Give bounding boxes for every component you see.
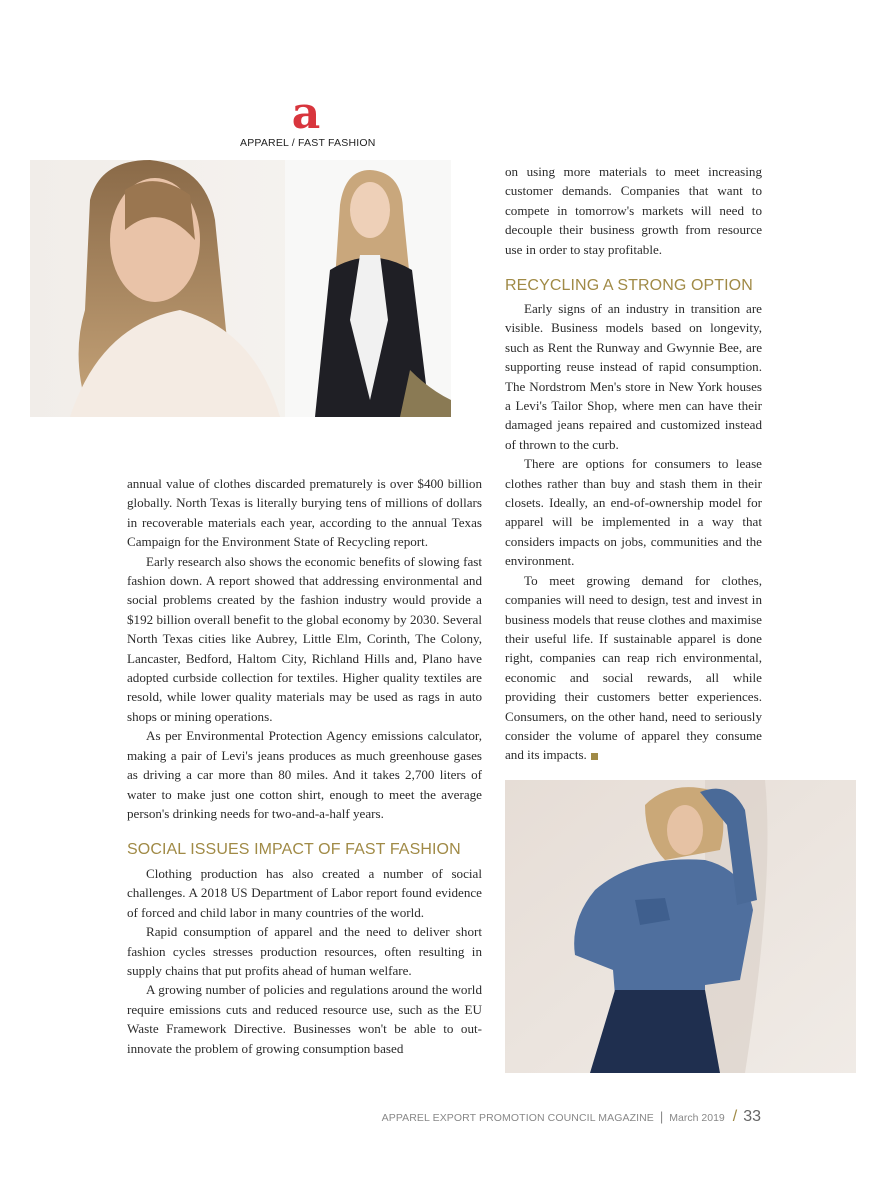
footer-date: March 2019 bbox=[669, 1112, 725, 1124]
page-footer bbox=[382, 1108, 761, 1126]
paragraph: annual value of clothes discarded prematurely is over $400 billion globally. North Texas is literally burying tens of millions of dollars in recoverable materials each year, according to the annual Texas Campaign for the Environment State of Recycling report. bbox=[127, 476, 482, 550]
footer-slash: / bbox=[732, 1108, 738, 1125]
article-end-mark-icon bbox=[591, 753, 598, 760]
paragraph: on using more materials to meet increasing customer demands. Companies that want to compete in tomorrow's markets will need to decouple their business growth from resource use in order to stay profitable. bbox=[505, 164, 762, 257]
magazine-logo: a bbox=[291, 88, 321, 139]
right-article-column bbox=[505, 299, 762, 765]
page-number: 33 bbox=[743, 1108, 761, 1125]
paragraph bbox=[505, 571, 762, 765]
section-heading-social-issues: SOCIAL ISSUES IMPACT OF FAST FASHION bbox=[127, 841, 461, 858]
paragraph: Early signs of an industry in transition are visible. Business models based on longevity, such as Rent the Runway and Gwynnie Bee, are supporting reuse instead of rapid consumption. The Nordstrom Men's store in New York houses a Levi's Tailor Shop, where men can have their damaged jeans repaired and customized instead of thrown to the curb. bbox=[505, 301, 762, 452]
paragraph-text: To meet growing demand for clothes, companies will need to design, test and invest in business models that reuse clothes and maximise their useful life. If sustainable apparel is done right, companies can reap rich environmental, economic and social rewards, all while providing their customers better experiences. Consumers, on the other hand, need to seriously consider the volume of apparel they consume and its impacts. bbox=[505, 572, 762, 763]
models-photo bbox=[30, 160, 451, 417]
left-article-column bbox=[127, 474, 482, 823]
section-label: APPAREL / FAST FASHION bbox=[240, 137, 376, 149]
paragraph: Rapid consumption of apparel and the need to deliver short fashion cycles stresses production resources, often resulting in supply chains that put profits ahead of human welfare. bbox=[127, 924, 482, 979]
denim-model-photo bbox=[505, 780, 856, 1073]
paragraph: A growing number of policies and regulations around the world require emissions cuts and reduced resource use, such as the EU Waste Framework Directive. Businesses won't be able to out-innovate the problem of growing consumption based bbox=[127, 982, 482, 1056]
footer-magazine-name: APPAREL EXPORT PROMOTION COUNCIL MAGAZINE bbox=[381, 1112, 654, 1124]
right-article-continuation bbox=[505, 162, 762, 259]
paragraph: Clothing production has also created a number of social challenges. A 2018 US Department of Labor report found evidence of forced and child labor in many countries of the world. bbox=[127, 866, 482, 920]
paragraph: Early research also shows the economic benefits of slowing fast fashion down. A report showed that addressing environmental and social problems created by the fashion industry would provide a $192 billion overall benefit to the global economy by 2030. Several North Texas cities like Aubrey, Little Elm, Corinth, The Colony, Lancaster, Bedford, Haltom City, Richland Hills and, Plano have adopted curbside collection for textiles. Higher quality textiles are resold, while lower quality materials may be used as rags in auto shops or mining operations. bbox=[127, 553, 482, 724]
paragraph: There are options for consumers to lease clothes rather than buy and stash them in their closets. Ideally, an end-of-ownership model for apparel will be implemented in a way that considers impacts on jobs, communities and the environment. bbox=[505, 456, 762, 569]
section-heading-recycling: RECYCLING A STRONG OPTION bbox=[505, 277, 753, 294]
footer-separator: | bbox=[659, 1109, 664, 1124]
paragraph: As per Environmental Protection Agency emissions calculator, making a pair of Levi's jeans produces as much greenhouse gases as driving a car more than 80 miles. And it takes 2,700 liters of water to make just one cotton shirt, enough to meet the average person's drinking needs for two-and-a-half years. bbox=[127, 728, 482, 821]
left-article-column-continued bbox=[127, 864, 482, 1058]
